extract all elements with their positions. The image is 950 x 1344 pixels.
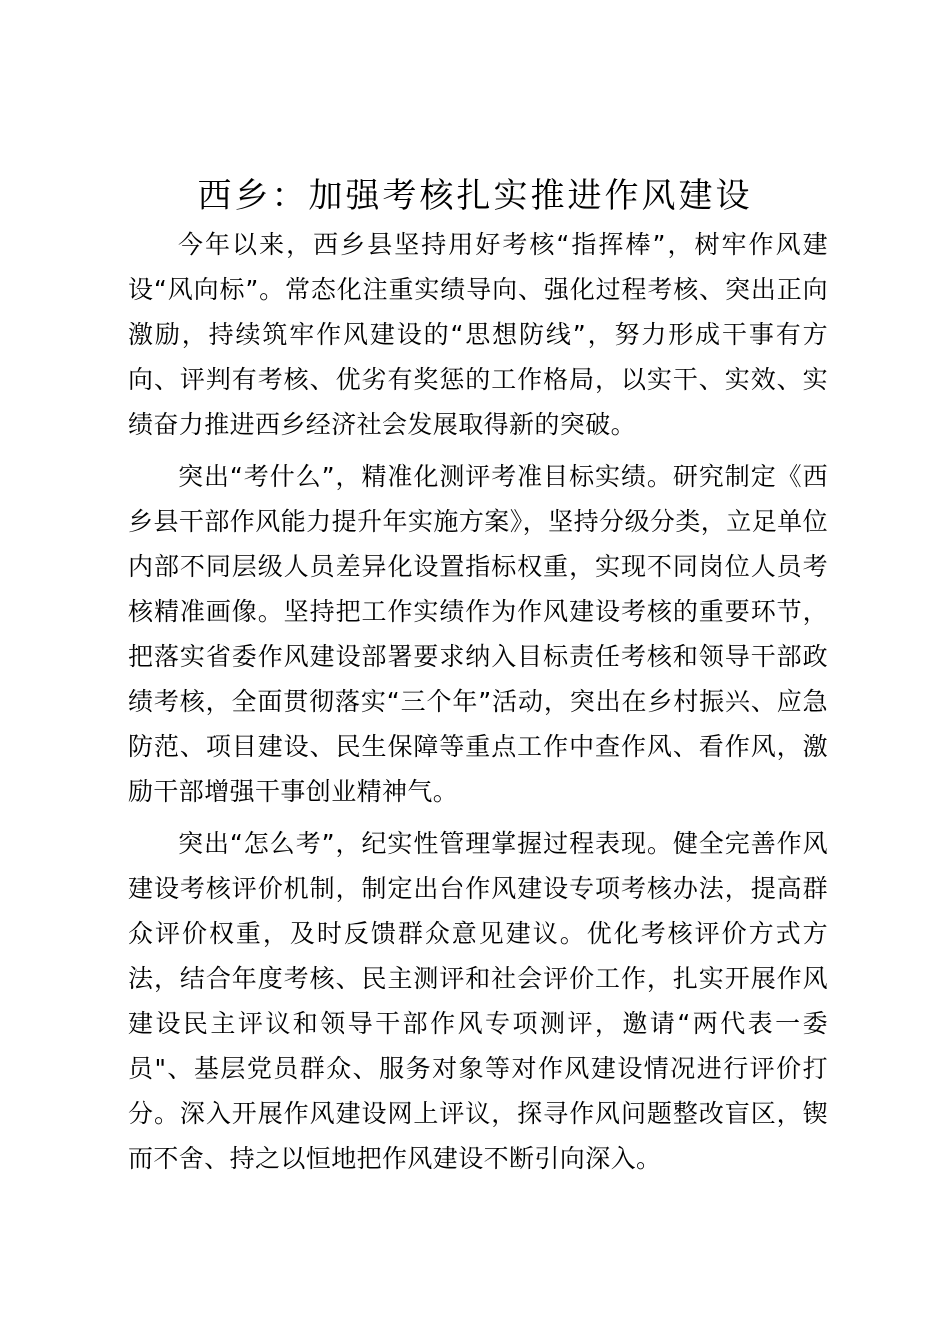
paragraph-what-to-assess: 突出“考什么”，精准化测评考准目标实绩。研究制定《西乡县干部作风能力提升年实施方案》，坚持分级分类，立足单位内部不同层级人员差异化设置指标权重，实现不同岗位人员考核精准画像。坚持把工作实绩作为作风建设考核的重要环节，把落实省委作风建设部署要求纳入目标责任考核和领导干部政绩考核，全面贯彻落实“三个年”活动，突出在乡村振兴、应急防范、项目建设、民生保障等重点工作中查作风、看作风，激励干部增强干事创业精神气。 [128,462,828,806]
document-title: 西乡：加强考核扎实推进作风建设 [197,176,753,216]
paragraph-how-to-assess: 突出“怎么考”，纪实性管理掌握过程表现。健全完善作风建设考核评价机制，制定出台作风建设专项考核办法，提高群众评价权重，及时反馈群众意见建议。优化考核评价方式方法，结合年度考核、民主测评和社会评价工作，扎实开展作风建设民主评议和领导干部作风专项测评，邀请“两代表一委员"、基层党员群众、服务对象等对作风建设情况进行评价打分。深入开展作风建设网上评议，探寻作风问题整改盲区，锲而不舍、持之以恒地把作风建设不断引向深入。 [128,829,828,1173]
document-body [128,222,828,1188]
paragraph-intro: 今年以来，西乡县坚持用好考核“指挥棒”，树牢作风建设“风向标”。常态化注重实绩导向、强化过程考核、突出正向激励，持续筑牢作风建设的“思想防线”，努力形成干事有方向、评判有考核、优劣有奖惩的工作格局，以实干、实效、实绩奋力推进西乡经济社会发展取得新的突破。 [128,230,828,439]
